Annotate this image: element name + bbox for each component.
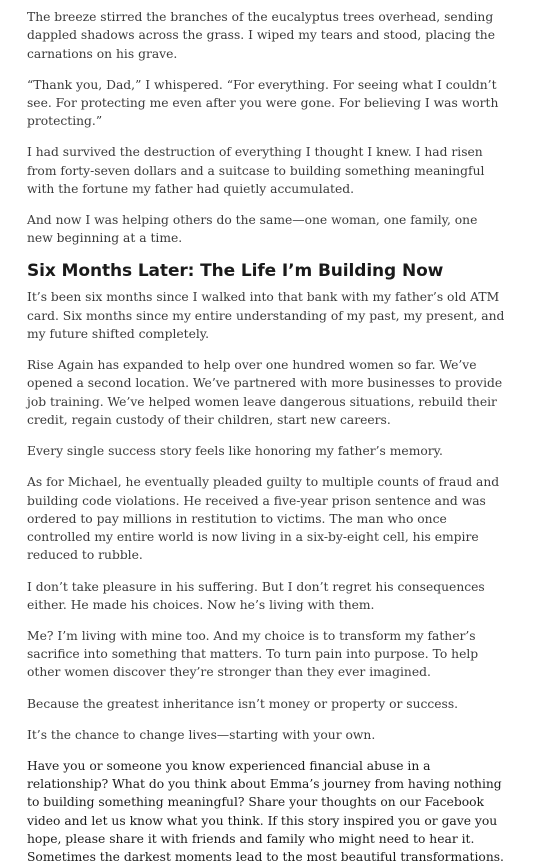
paragraph-change-lives: It’s the chance to change lives—starting with your own. (27, 727, 376, 742)
paragraph-closing-question: Have you or someone you know experienced financial abuse in a relationship? What do you think about Emma’s journey from having nothing to building something meaningful? Share your thoughts on our Facebook video and let us know what you think. If this story inspired you or gave you hope, please share it with friends and family who might need to hear it. Sometimes the darkest moments lead to the most beautiful transformations. (27, 758, 504, 865)
paragraph-thank-you-dad: “Thank you, Dad,” I whispered. “For everything. For seeing what I couldn’t see. For protecting me even after you were gone. For believing I was worth protecting.” (27, 77, 499, 129)
paragraph-no-pleasure: I don’t take pleasure in his suffering. But I don’t regret his consequences either. He made his choices. Now he’s living with them. (27, 579, 485, 612)
paragraph-greatest-inheritance: Because the greatest inheritance isn’t money or property or success. (27, 696, 459, 711)
paragraph-survived: I had survived the destruction of everything I thought I knew. I had risen from forty-seven dollars and a suitcase to building something meaningful with the fortune my father had quietly accumulated. (27, 145, 485, 196)
paragraph-michael: As for Michael, he eventually pleaded guilty to multiple counts of fraud and building code violations. He received a five-year prison sentence and was ordered to pay millions in restitution to victims. The man who once controlled my entire world is now living in a six-by-eight cell, his empire reduced to rubble. (27, 475, 500, 563)
paragraph-six-months: It’s been six months since I walked into that bank with my father’s old ATM card. Six months since my entire understanding of my past, my present, and my future shifted completely. (27, 290, 505, 342)
paragraph-rise-again: Rise Again has expanded to help over one hundred women so far. We’ve opened a second location. We’ve partnered with more businesses to provide job training. We’ve helped women leave dangerous situations, rebuild their credit, regain custody of their children, start new careers. (27, 358, 503, 428)
section-heading: Six Months Later: The Life I’m Building Now (27, 261, 444, 282)
paragraph-success-story: Every single success story feels like honoring my father’s memory. (27, 444, 443, 459)
paragraph-breeze: The breeze stirred the branches of the eucalyptus trees overhead, sending dappled shadows across the grass. I wiped my tears and stood, placing the carnations on his grave. (27, 10, 496, 61)
paragraph-helping-others: And now I was helping others do the same—one woman, one family, one new beginning at a time. (27, 213, 478, 246)
paragraph-living-with-mine: Me? I’m living with mine too. And my choice is to transform my father’s sacrifice into something that matters. To turn pain into purpose. To help other women discover they’re stronger than they ever imagined. (27, 628, 479, 680)
